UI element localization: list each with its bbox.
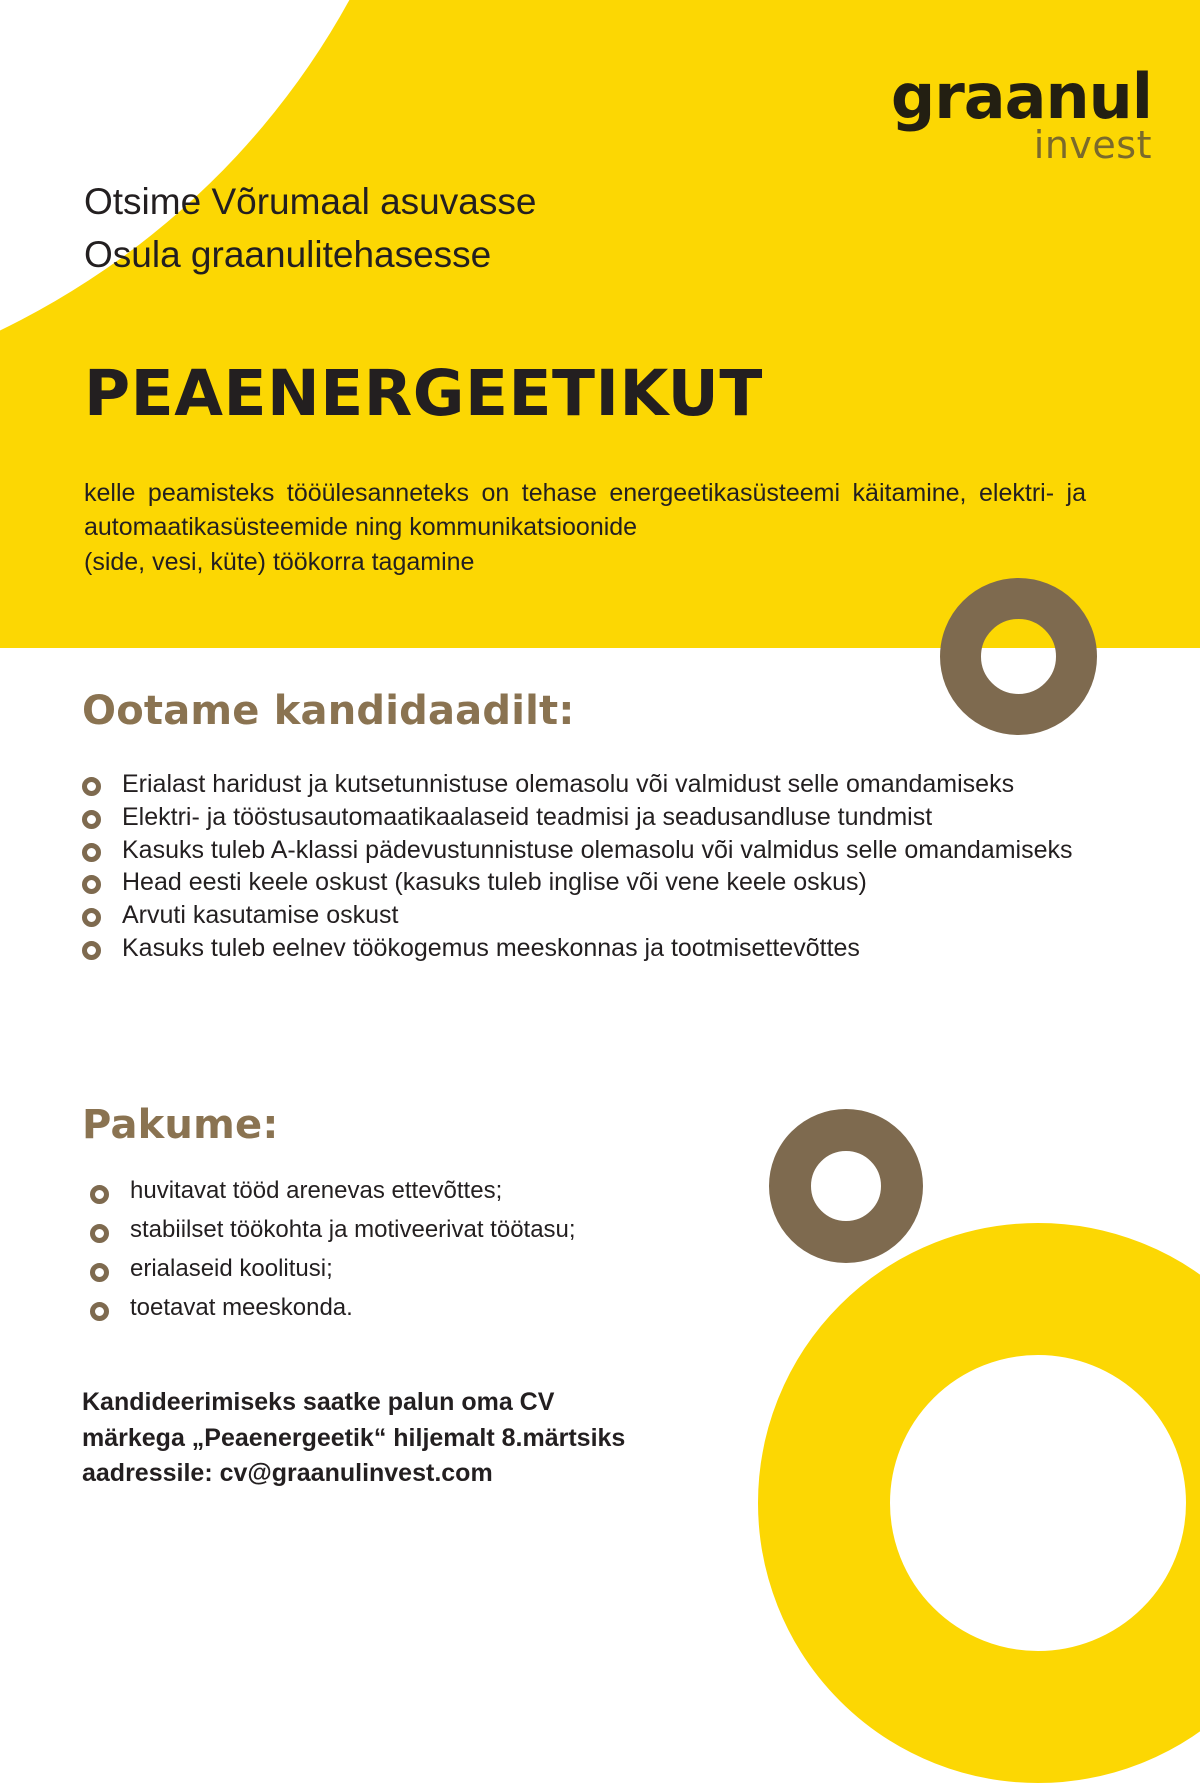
list-item: huvitavat tööd arenevas ettevõttes; [78,1172,978,1211]
intro-text [84,176,536,282]
list-item: Elektri- ja tööstusautomaatikaalaseid teadmisi ja seadusandluse tundmist [70,801,1110,834]
list-item: Head eesti keele oskust (kasuks tuleb inglise või vene keele oskus) [70,866,1110,899]
requirements-heading: Ootame kandidaadilt: [82,688,575,734]
intro-line-1: Otsime Võrumaal asuvasse [84,181,537,222]
graanul-invest-logo [890,60,1152,167]
list-item: Kasuks tuleb eelnev töökogemus meeskonnas ja tootmisettevõttes [70,932,1110,965]
offer-heading: Pakume: [82,1102,279,1148]
contact-line-1: Kandideerimiseks saatke palun oma CV [82,1388,555,1416]
contact-line-2: märkega „Peaenergeetik“ hiljemalt 8.märtsiks [82,1423,626,1452]
contact-block [82,1385,625,1492]
list-item: Arvuti kasutamise oskust [70,899,1110,932]
list-item: Erialast haridust ja kutsetunnistuse olemasolu või valmidust selle omandamiseks [70,768,1110,801]
list-item: toetavat meeskonda. [78,1289,978,1328]
list-item: stabiilset töökohta ja motiveerivat töötasu; [78,1211,978,1250]
requirements-list [70,768,1110,965]
decorative-ring-upper [940,578,1097,735]
job-description-main: kelle peamisteks tööülesanneteks on tehase energeetikasüsteemi käitamine, elektri- ja automaatikasüsteemide ning kommunikatsioonide [84,479,1086,542]
list-item: Kasuks tuleb A-klassi pädevustunnistuse olemasolu või valmidus selle omandamiseks [70,834,1110,867]
job-description [84,476,1086,579]
logo-wordmark: graanul [890,60,1152,133]
intro-line-2: Osula graanulitehasesse [84,233,492,275]
job-description-tail: (side, vesi, küte) töökorra tagamine [84,547,475,576]
contact-line-3: aadressile: cv@graanulinvest.com [82,1459,493,1487]
logo-subtitle: invest [1033,123,1152,167]
offer-list [78,1172,978,1328]
list-item: erialaseid koolitusi; [78,1250,978,1289]
page-title: PEAENERGEETIKUT [84,357,763,430]
